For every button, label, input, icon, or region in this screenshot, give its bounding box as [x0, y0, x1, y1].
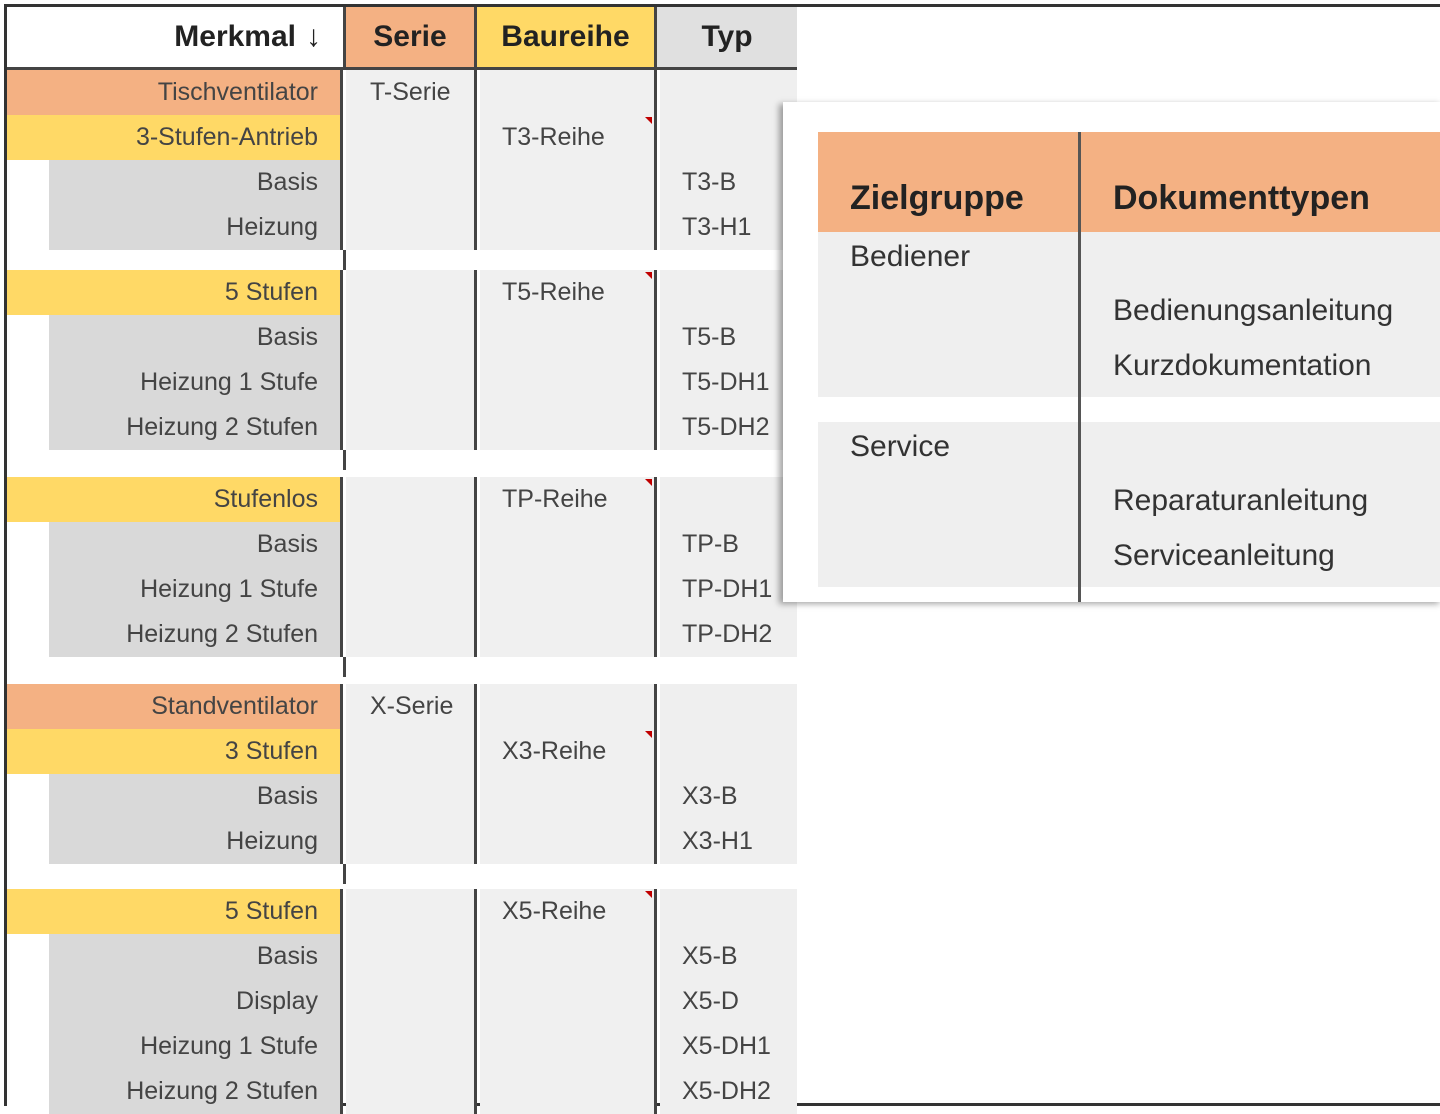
cell-typ[interactable] — [660, 270, 797, 315]
table-row[interactable] — [7, 819, 797, 864]
cell-merkmal[interactable]: Tischventilator — [7, 70, 343, 115]
cell-typ[interactable] — [660, 729, 797, 774]
table-row[interactable] — [7, 405, 797, 450]
cell-serie[interactable] — [346, 405, 477, 450]
cell-baureihe[interactable] — [480, 979, 657, 1024]
spacer-cell — [49, 250, 346, 270]
cell-baureihe[interactable] — [480, 819, 657, 864]
cell-serie[interactable] — [346, 612, 477, 657]
cell-baureihe[interactable] — [480, 612, 657, 657]
cell-baureihe[interactable] — [480, 1024, 657, 1069]
cell-baureihe[interactable] — [480, 160, 657, 205]
cell-serie[interactable] — [346, 889, 477, 934]
table-row[interactable] — [7, 315, 797, 360]
column-header-serie[interactable]: Serie — [343, 7, 477, 67]
popup-header-dokumenttypen: Dokumenttypen — [1081, 132, 1440, 232]
cell-typ[interactable]: X5-DH1 — [660, 1024, 797, 1069]
popup-group-service — [818, 422, 1440, 587]
cell-merkmal[interactable]: Heizung 2 Stufen — [7, 405, 343, 450]
document-type-item: Bedienungsanleitung — [1113, 294, 1394, 327]
document-type-item: Kurzdokumentation — [1113, 349, 1372, 382]
cell-typ[interactable]: X5-DH2 — [660, 1069, 797, 1114]
group-spacer — [7, 864, 797, 884]
cell-serie[interactable] — [346, 774, 477, 819]
document-type-item: Serviceanleitung — [1113, 539, 1335, 572]
cell-typ[interactable] — [660, 684, 797, 729]
cell-merkmal[interactable]: Heizung 1 Stufe — [7, 1024, 343, 1069]
table-row[interactable] — [7, 477, 797, 522]
cell-serie[interactable]: X-Serie — [346, 684, 477, 729]
table-row[interactable] — [7, 1069, 797, 1114]
popup-header-zielgruppe: Zielgruppe — [818, 132, 1078, 232]
column-header-typ[interactable]: Typ — [657, 7, 797, 67]
zielgruppe-label: Service — [850, 430, 951, 463]
cell-baureihe[interactable] — [480, 684, 657, 729]
sort-arrow-down-icon[interactable]: ↓ — [306, 20, 321, 53]
cell-typ[interactable]: X5-D — [660, 979, 797, 1024]
cell-merkmal[interactable]: Heizung 1 Stufe — [7, 567, 343, 612]
cell-typ[interactable]: X3-H1 — [660, 819, 797, 864]
cell-baureihe[interactable] — [480, 522, 657, 567]
cell-typ[interactable] — [660, 70, 797, 115]
cell-baureihe[interactable] — [480, 1069, 657, 1114]
cell-serie[interactable] — [346, 1024, 477, 1069]
cell-serie[interactable] — [346, 360, 477, 405]
table-row[interactable] — [7, 270, 797, 315]
column-header-baureihe[interactable]: Baureihe — [477, 7, 657, 67]
cell-merkmal[interactable]: Basis — [7, 160, 343, 205]
cell-merkmal[interactable]: 5 Stufen — [7, 889, 343, 934]
cell-merkmal[interactable]: Standventilator — [7, 684, 343, 729]
cell-merkmal[interactable]: Stufenlos — [7, 477, 343, 522]
cell-baureihe[interactable] — [480, 360, 657, 405]
cell-serie[interactable] — [346, 205, 477, 250]
comment-marker-icon[interactable] — [645, 731, 652, 738]
cell-merkmal[interactable]: Basis — [7, 774, 343, 819]
spreadsheet — [7, 7, 797, 1106]
cell-baureihe[interactable] — [480, 774, 657, 819]
cell-merkmal[interactable]: Heizung — [7, 819, 343, 864]
cell-serie[interactable] — [346, 115, 477, 160]
column-header-merkmal[interactable] — [7, 7, 343, 67]
cell-serie[interactable]: T-Serie — [346, 70, 477, 115]
cell-typ[interactable]: T3-H1 — [660, 205, 797, 250]
spacer-cell — [49, 450, 346, 470]
group-spacer — [7, 450, 797, 470]
cell-baureihe[interactable] — [480, 205, 657, 250]
cell-typ[interactable] — [660, 889, 797, 934]
group-spacer — [7, 250, 797, 270]
table-row[interactable] — [7, 774, 797, 819]
cell-serie[interactable] — [346, 819, 477, 864]
cell-serie[interactable] — [346, 1069, 477, 1114]
table-row[interactable] — [7, 684, 797, 729]
cell-typ[interactable]: X5-B — [660, 934, 797, 979]
table-row[interactable] — [7, 934, 797, 979]
cell-merkmal[interactable]: 3 Stufen — [7, 729, 343, 774]
cell-typ[interactable]: T5-DH2 — [660, 405, 797, 450]
cell-typ[interactable]: TP-DH2 — [660, 612, 797, 657]
table-row[interactable] — [7, 979, 797, 1024]
spacer-cell — [49, 864, 346, 884]
cell-merkmal[interactable]: Heizung 1 Stufe — [7, 360, 343, 405]
cell-baureihe[interactable] — [480, 405, 657, 450]
cell-merkmal[interactable]: Basis — [7, 315, 343, 360]
cell-merkmal[interactable]: Basis — [7, 522, 343, 567]
cell-baureihe[interactable]: X5-Reihe — [480, 889, 657, 934]
table-row[interactable] — [7, 115, 797, 160]
comment-marker-icon[interactable] — [645, 891, 652, 898]
cell-serie[interactable] — [346, 270, 477, 315]
cell-typ[interactable]: TP-B — [660, 522, 797, 567]
cell-typ[interactable]: X3-B — [660, 774, 797, 819]
cell-typ[interactable] — [660, 477, 797, 522]
spacer-cell — [49, 657, 346, 677]
cell-baureihe[interactable] — [480, 70, 657, 115]
table-row[interactable] — [7, 567, 797, 612]
cell-typ[interactable]: T5-B — [660, 315, 797, 360]
cell-serie[interactable] — [346, 315, 477, 360]
cell-typ[interactable]: T5-DH1 — [660, 360, 797, 405]
cell-baureihe[interactable]: T3-Reihe — [480, 115, 657, 160]
cell-typ[interactable] — [660, 115, 797, 160]
zielgruppe-popup — [783, 102, 1440, 602]
table-row[interactable] — [7, 1024, 797, 1069]
cell-merkmal[interactable]: 3-Stufen-Antrieb — [7, 115, 343, 160]
cell-baureihe[interactable] — [480, 567, 657, 612]
table-row[interactable] — [7, 889, 797, 934]
comment-marker-icon[interactable] — [645, 272, 652, 279]
cell-serie[interactable] — [346, 934, 477, 979]
table-row[interactable] — [7, 360, 797, 405]
table-row[interactable] — [7, 205, 797, 250]
cell-merkmal[interactable]: Heizung 2 Stufen — [7, 1069, 343, 1114]
cell-merkmal[interactable]: Heizung 2 Stufen — [7, 612, 343, 657]
cell-baureihe[interactable]: T5-Reihe — [480, 270, 657, 315]
cell-serie[interactable] — [346, 979, 477, 1024]
cell-baureihe[interactable] — [480, 934, 657, 979]
table-row[interactable] — [7, 729, 797, 774]
cell-serie[interactable] — [346, 522, 477, 567]
cell-serie[interactable] — [346, 729, 477, 774]
table-row[interactable] — [7, 612, 797, 657]
table-row[interactable] — [7, 522, 797, 567]
table-row[interactable] — [7, 160, 797, 205]
zielgruppe-label: Bediener — [850, 240, 971, 273]
cell-typ[interactable]: TP-DH1 — [660, 567, 797, 612]
cell-merkmal[interactable]: Basis — [7, 934, 343, 979]
popup-group-bediener — [818, 232, 1440, 397]
comment-marker-icon[interactable] — [645, 479, 652, 486]
cell-baureihe[interactable]: TP-Reihe — [480, 477, 657, 522]
cell-merkmal[interactable]: Display — [7, 979, 343, 1024]
cell-baureihe[interactable]: X3-Reihe — [480, 729, 657, 774]
column-header-merkmal-label: Merkmal — [174, 20, 296, 53]
group-spacer — [7, 657, 797, 677]
comment-marker-icon[interactable] — [645, 117, 652, 124]
popup-column-divider — [1078, 132, 1081, 602]
cell-merkmal[interactable]: 5 Stufen — [7, 270, 343, 315]
cell-serie[interactable] — [346, 567, 477, 612]
cell-serie[interactable] — [346, 160, 477, 205]
cell-merkmal[interactable]: Heizung — [7, 205, 343, 250]
document-type-item: Reparaturanleitung — [1113, 484, 1369, 517]
cell-baureihe[interactable] — [480, 315, 657, 360]
cell-serie[interactable] — [346, 477, 477, 522]
cell-typ[interactable]: T3-B — [660, 160, 797, 205]
table-row[interactable] — [7, 70, 797, 115]
